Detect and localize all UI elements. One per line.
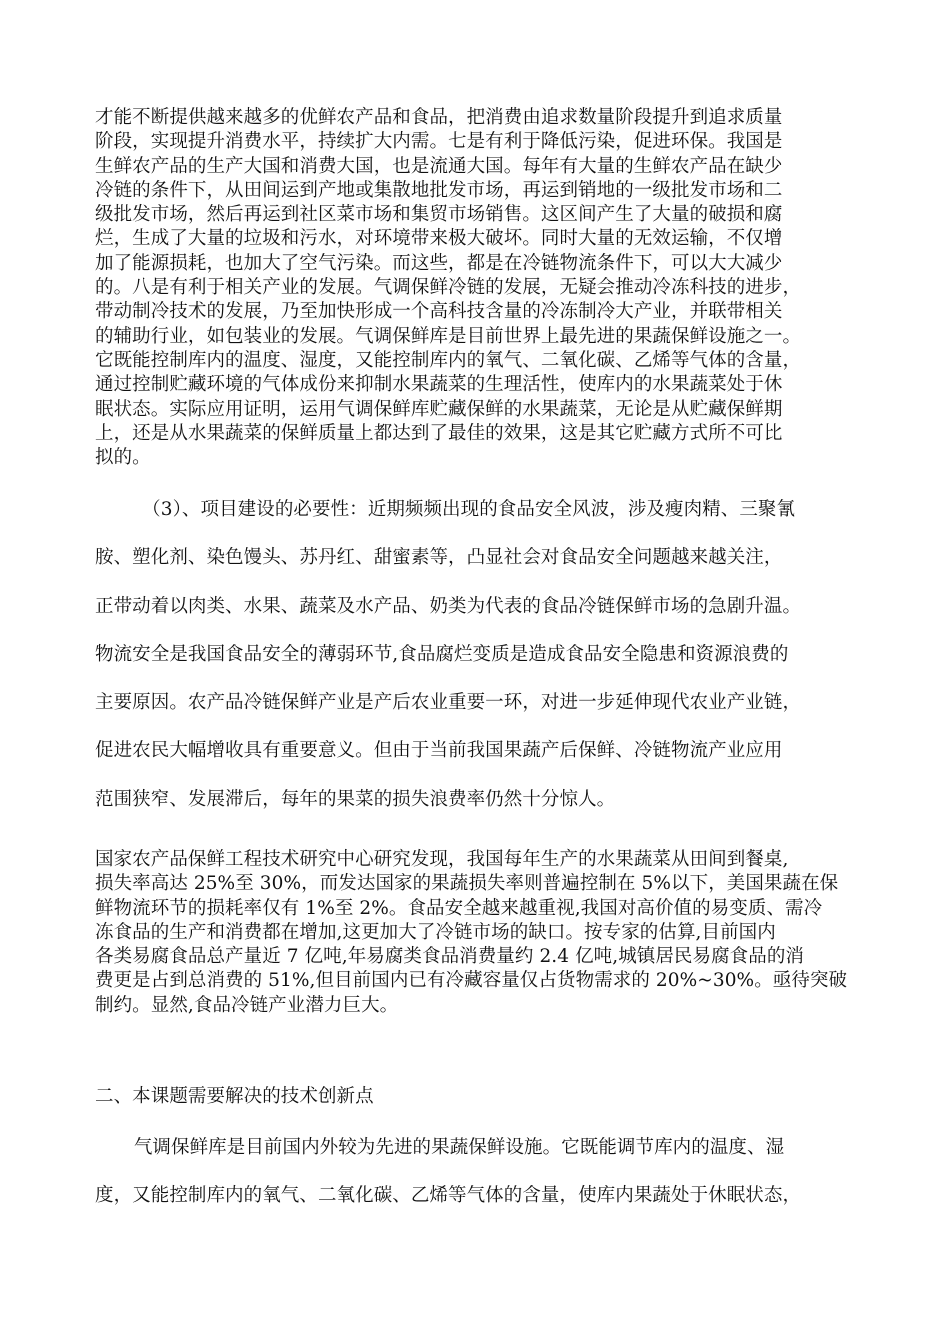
text-line: 正带动着以肉类、水果、蔬菜及水产品、奶类为代表的食品冷链保鲜市场的急剧升温。 [95,595,802,617]
text-line: 它既能控制库内的温度、湿度，又能控制库内的氧气、二氧化碳、乙烯等气体的含量， [95,349,802,371]
text-line: 生鲜农产品的生产大国和消费大国，也是流通大国。每年有大量的生鲜农产品在缺少 [95,155,783,177]
text-line: 眠状态。实际应用证明，运用气调保鲜库贮藏保鲜的水果蔬菜，无论是从贮藏保鲜期 [95,398,783,420]
text-line: 鲜物流环节的损耗率仅有 1%至 2%。食品安全越来越重视,我国对高价值的易变质、需冷 [95,897,823,919]
text-line: 费更是占到总消费的 51%,但目前国内已有冷藏容量仅占货物需求的 20%~30%。亟待突破 [95,970,848,992]
paragraph-necessity [95,486,865,824]
text-line: 的辅助行业，如包装业的发展。气调保鲜库是目前世界上最先进的果蔬保鲜设施之一。 [95,325,802,347]
text-line: 加了能源损耗，也加大了空气污染。而这些，都是在冷链物流条件下，可以大大减少 [95,252,783,274]
text-line: 主要原因。农产品冷链保鲜产业是产后农业重要一环，对进一步延伸现代农业产业链， [95,692,802,714]
text-line: 通过控制贮藏环境的气体成份来抑制水果蔬菜的生理活性，使库内的水果蔬菜处于休 [95,374,783,396]
text-line: 国家农产品保鲜工程技术研究中心研究发现，我国每年生产的水果蔬菜从田间到餐桌, [95,849,789,870]
paragraph-benefits [95,106,865,470]
text-line: 气调保鲜库是目前国内外较为先进的果蔬保鲜设施。它既能调节库内的温度、湿 [133,1137,785,1158]
text-line: 上，还是从水果蔬菜的保鲜质量上都达到了最佳的效果，这是其它贮藏方式所不可比 [95,422,783,444]
text-line: 胺、塑化剂、染色馒头、苏丹红、甜蜜素等，凸显社会对食品安全问题越来越关注， [95,547,783,569]
text-line: 冷链的条件下，从田间运到产地或集散地批发市场，再运到销地的一级批发市场和二 [95,179,783,201]
text-line: 冻食品的生产和消费都在增加,这更加大了冷链市场的缺口。按专家的估算,目前国内 [95,921,776,943]
paragraph-innovation [95,1124,865,1221]
text-line: 级批发市场，然后再运到社区菜市场和集贸市场销售。这区间产生了大量的破损和腐 [95,204,783,226]
text-line: 促进农民大幅增收具有重要意义。但由于当前我国果蔬产后保鲜、冷链物流产业应用 [95,740,783,762]
text-line: （3）、项目建设的必要性：近期频频出现的食品安全风波，涉及瘦肉精、三聚氰 [142,499,796,520]
text-line: 拟的。 [95,447,151,469]
text-line: 度，又能控制库内的氧气、二氧化碳、乙烯等气体的含量，使库内果蔬处于休眠状态， [95,1185,802,1207]
paragraph-research-findings [95,848,865,1018]
text-line: 的。八是有利于相关产业的发展。气调保鲜冷链的发展，无疑会推动冷冻科技的进步， [95,277,802,299]
text-line: 制约。显然,食品冷链产业潜力巨大。 [95,994,399,1016]
text-line: 各类易腐食品总产量近 7 亿吨,年易腐类食品消费量约 2.4 亿吨,城镇居民易腐食品的消 [95,946,804,968]
text-line: 阶段，实现提升消费水平，持续扩大内需。七是有利于降低污染，促进环保。我国是 [95,131,783,153]
text-line: 损失率高达 25%至 30%，而发达国家的果蔬损失率则普遍控制在 5%以下，美国果蔬在保 [95,873,839,895]
text-line: 物流安全是我国食品安全的薄弱环节,食品腐烂变质是造成食品安全隐患和资源浪费的 [95,643,789,665]
section-heading [95,1085,865,1109]
text-line: 烂，生成了大量的垃圾和污水，对环境带来极大破坏。同时大量的无效运输，不仅增 [95,228,783,250]
text-line: 才能不断提供越来越多的优鲜农产品和食品，把消费由追求数量阶段提升到追求质量 [95,107,783,128]
text-line: 范围狭窄、发展滞后，每年的果菜的损失浪费率仍然十分惊人。 [95,788,616,810]
heading-text: 二、本课题需要解决的技术创新点 [95,1086,374,1107]
text-line: 带动制冷技术的发展，乃至加快形成一个高科技含量的冷冻制冷大产业，并联带相关 [95,301,783,323]
